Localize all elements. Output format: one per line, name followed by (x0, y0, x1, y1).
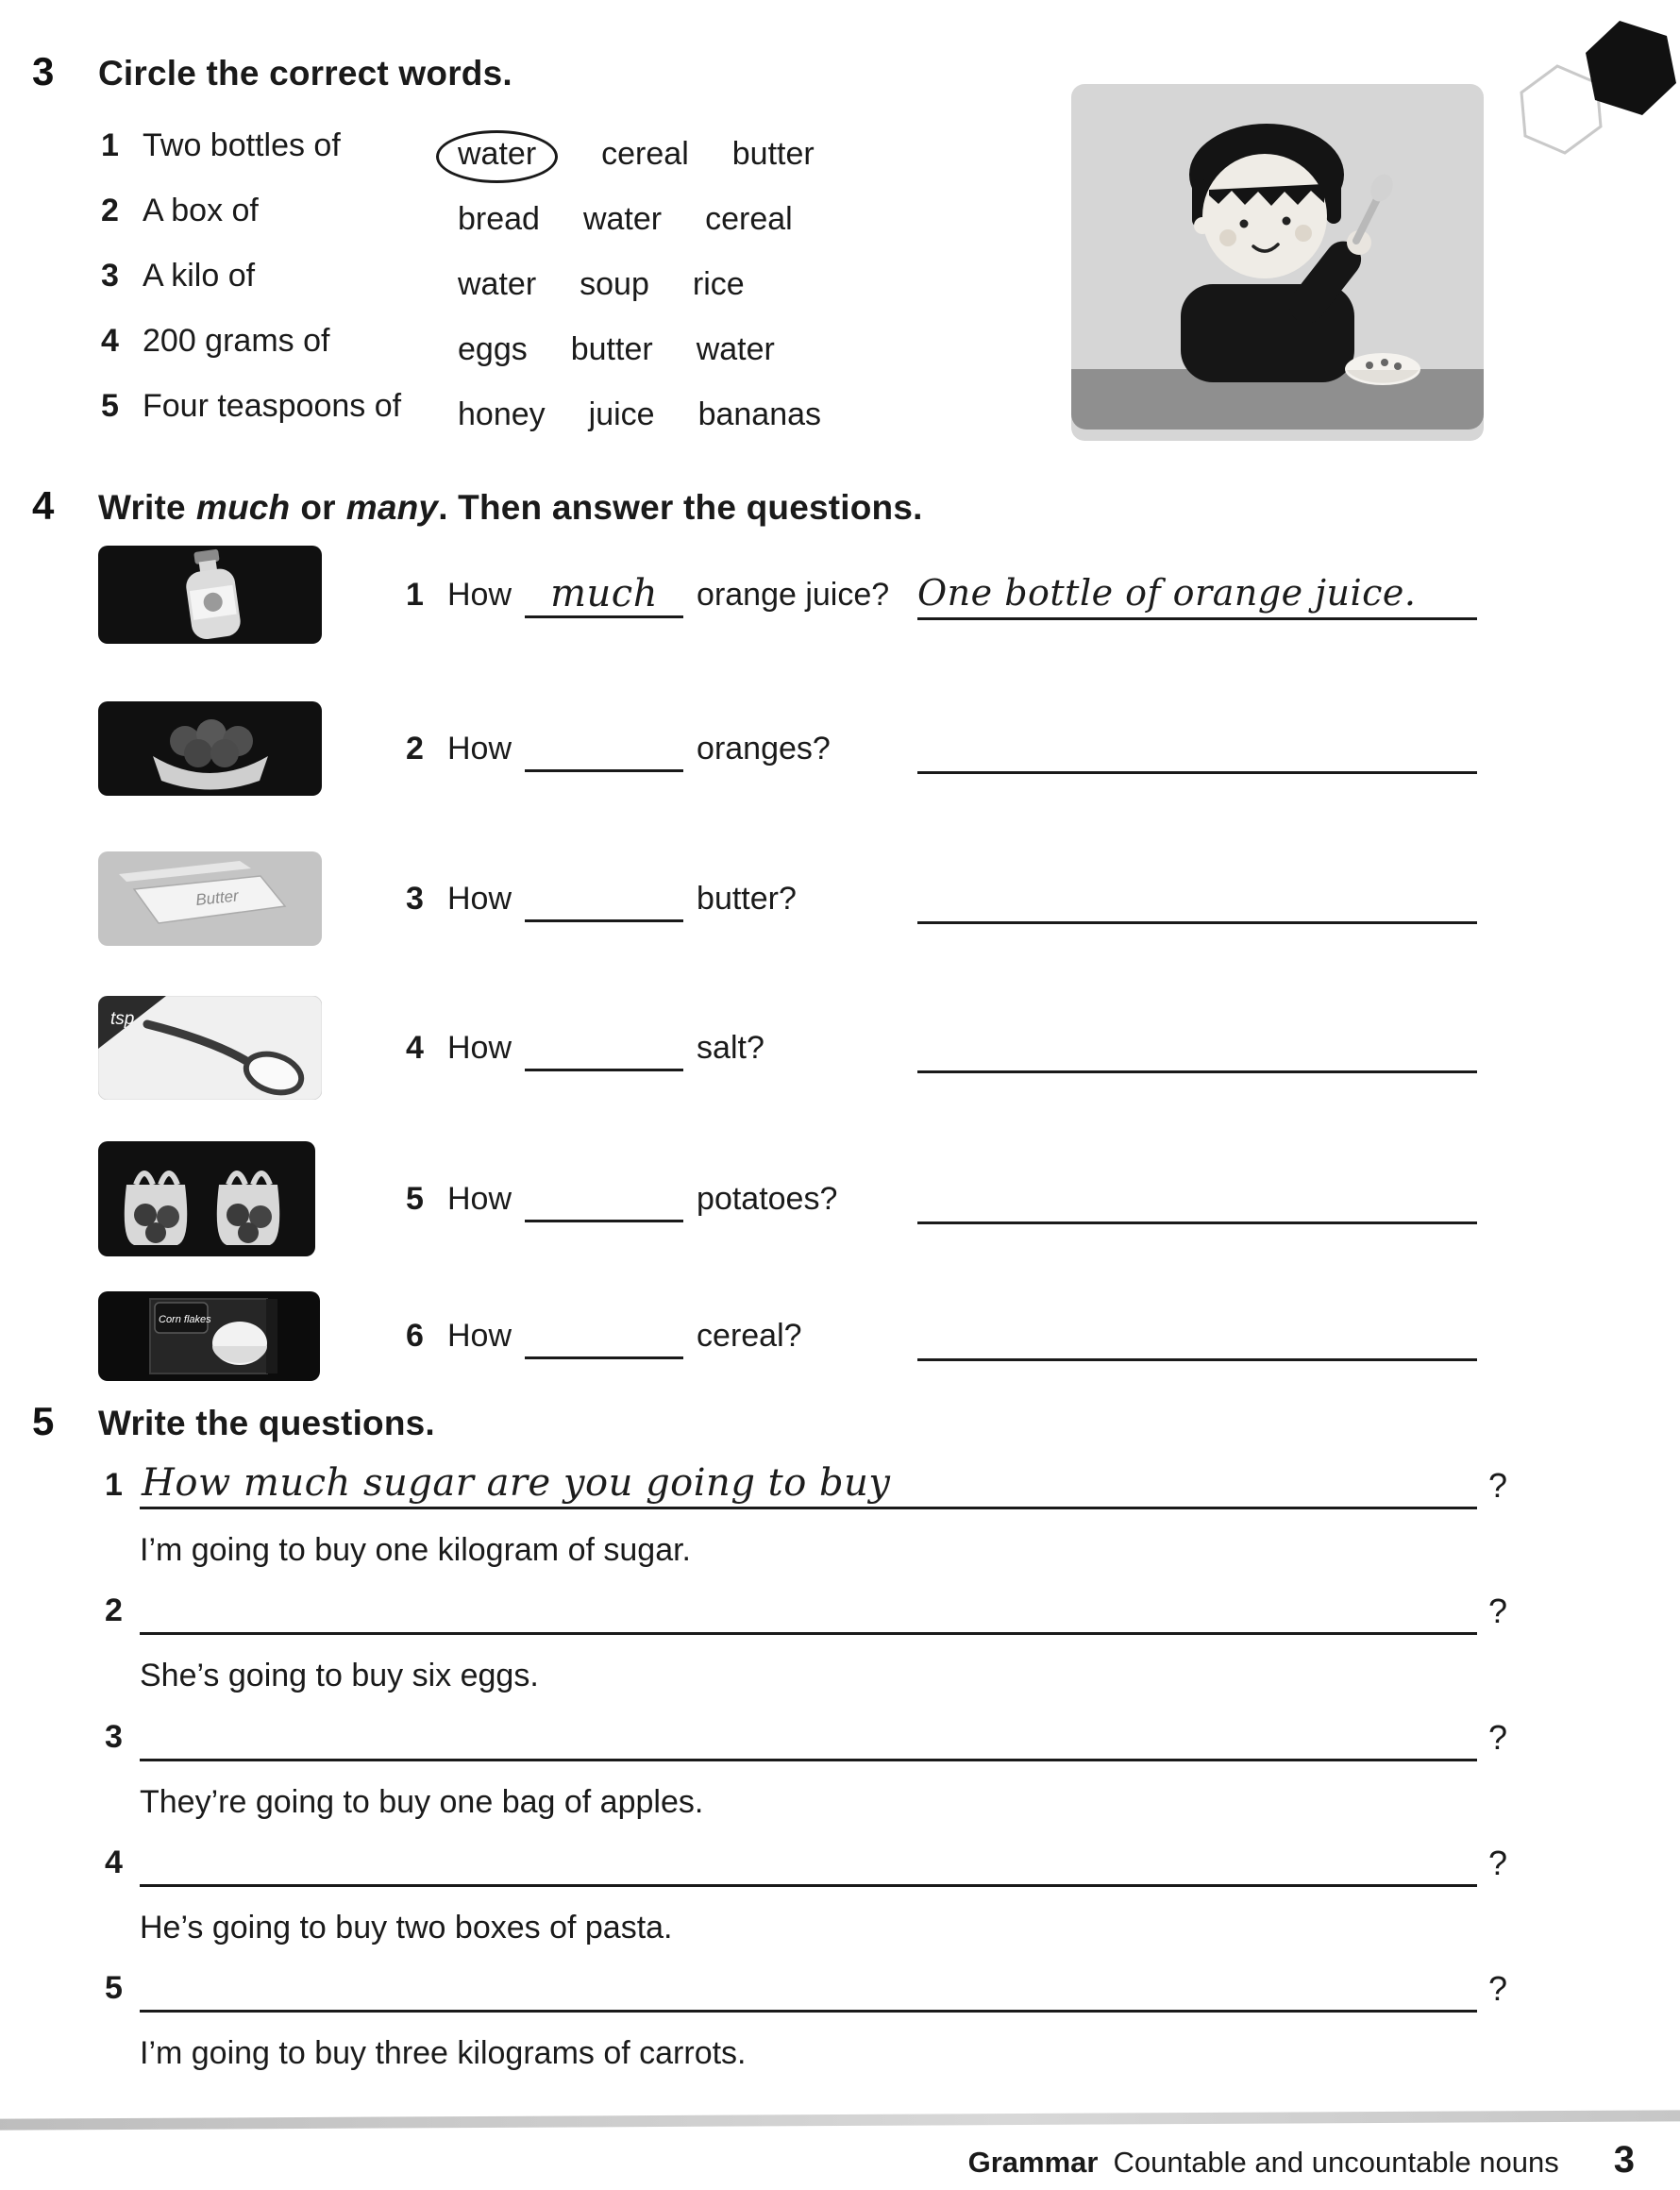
blank-much-many[interactable] (525, 875, 683, 922)
answer-statement: He’s going to buy two boxes of pasta. (140, 1910, 673, 1946)
question-mark: ? (1488, 1592, 1508, 1630)
exercise3-number: 3 (32, 49, 55, 93)
option-word[interactable]: rice (692, 266, 745, 302)
answer-statement: She’s going to buy six eggs. (140, 1658, 539, 1693)
footer-section-label: Grammar (967, 2146, 1099, 2179)
question-mark: ? (1488, 1718, 1508, 1757)
exercise5-item (0, 1962, 1680, 2072)
teaspoon-image (98, 996, 334, 1100)
item-number: 2 (406, 730, 424, 766)
butter-pack-image (98, 851, 334, 946)
exercise4-item (0, 533, 1680, 656)
blank-much-many[interactable] (525, 1024, 683, 1071)
item-number: 1 (406, 576, 424, 613)
question-noun: salt? (697, 1029, 764, 1066)
exercise4-item (0, 837, 1680, 960)
answer-line[interactable]: One bottle of orange juice. (917, 569, 1477, 620)
oranges-bowl-image (98, 701, 334, 796)
exercise3-item (0, 388, 821, 453)
item-prompt: 200 grams of (143, 323, 330, 359)
item-number: 2 (101, 193, 119, 228)
question-word: How (447, 576, 512, 613)
question-mark: ? (1488, 1969, 1508, 2008)
exercise5-item (0, 1710, 1680, 1821)
exercise3-item (0, 127, 821, 193)
item-number: 2 (105, 1592, 123, 1628)
blank-much-many[interactable] (525, 1175, 683, 1222)
blank-much-many[interactable] (525, 1312, 683, 1359)
question-mark: ? (1488, 1844, 1508, 1882)
page-edge-strip (0, 2110, 1680, 2130)
exercise3-header (0, 49, 512, 94)
question-write-line[interactable] (140, 1836, 1477, 1887)
question-noun: cereal? (697, 1317, 802, 1354)
question-word: How (447, 1317, 512, 1354)
option-word[interactable]: water (582, 201, 663, 237)
title-word-italic: much (195, 488, 291, 527)
option-word[interactable]: water (458, 266, 537, 302)
answer-line[interactable] (917, 1022, 1477, 1073)
item-number: 6 (406, 1317, 424, 1354)
question-noun: potatoes? (697, 1180, 838, 1217)
question-noun: orange juice? (697, 576, 890, 613)
item-prompt: Two bottles of (143, 127, 341, 163)
question-mark: ? (1488, 1466, 1508, 1505)
question-write-line[interactable] (140, 1710, 1477, 1761)
option-word[interactable]: bananas (697, 396, 822, 432)
page-number: 3 (1613, 2139, 1635, 2181)
item-prompt: A kilo of (143, 258, 256, 294)
juice-bottle-image (98, 546, 334, 644)
item-number: 3 (406, 880, 424, 917)
question-word: How (447, 730, 512, 766)
title-word: or (300, 488, 336, 527)
item-prompt: A box of (143, 193, 259, 228)
option-word-circled[interactable]: water (436, 130, 558, 183)
question-word: How (447, 1029, 512, 1066)
exercise4-item (0, 1279, 1680, 1392)
item-prompt: Four teaspoons of (143, 388, 402, 424)
exercise3-items (0, 127, 821, 453)
item-number: 4 (406, 1029, 424, 1066)
answer-statement: They’re going to buy one bag of apples. (140, 1784, 704, 1820)
question-write-line[interactable] (140, 1584, 1477, 1635)
page-footer (968, 2139, 1635, 2182)
exercise3-title: Circle the correct words. (98, 54, 512, 93)
item-number: 4 (105, 1845, 123, 1880)
question-write-line[interactable] (140, 1962, 1477, 2013)
item-number: 5 (101, 388, 119, 424)
potato-bags-image (98, 1141, 334, 1256)
option-word[interactable]: water (696, 331, 775, 367)
question-noun: oranges? (697, 730, 831, 766)
exercise4-item (0, 986, 1680, 1109)
exercise3-item (0, 323, 821, 388)
option-word[interactable]: juice (588, 396, 655, 432)
cereal-box-image (98, 1291, 334, 1381)
exercise5-header (0, 1399, 435, 1444)
answer-line[interactable] (917, 1173, 1477, 1224)
butter-label: Butter (194, 886, 240, 909)
corner-hexagon-decoration (1501, 9, 1680, 160)
item-number: 3 (101, 258, 119, 294)
option-word[interactable]: cereal (705, 201, 793, 237)
footer-topic: Countable and uncountable nouns (1113, 2146, 1559, 2179)
option-word[interactable]: butter (731, 136, 815, 172)
answer-statement: I’m going to buy one kilogram of sugar. (140, 1532, 691, 1568)
question-noun: butter? (697, 880, 797, 917)
boy-eating-illustration (1071, 84, 1484, 441)
answer-line[interactable] (917, 873, 1477, 924)
exercise4-number: 4 (32, 483, 55, 528)
option-word[interactable]: bread (458, 201, 540, 237)
item-number: 1 (101, 127, 119, 163)
item-number: 3 (105, 1719, 123, 1755)
exercise3-item (0, 258, 821, 323)
item-number: 5 (105, 1970, 123, 2006)
exercise4-title (98, 488, 923, 528)
option-word[interactable]: honey (458, 396, 546, 432)
exercise5-item (0, 1458, 1680, 1569)
question-word: How (447, 880, 512, 917)
blank-much-many[interactable]: much (525, 571, 683, 618)
title-word-italic: many (345, 488, 439, 527)
item-number: 1 (105, 1467, 123, 1503)
title-word: . Then answer the questions. (438, 488, 923, 527)
option-word[interactable]: soup (580, 266, 649, 302)
exercise4-item (0, 687, 1680, 810)
hexagon-outline-icon (1521, 66, 1601, 153)
title-word: Write (98, 488, 186, 527)
exercise5-title: Write the questions. (98, 1404, 435, 1442)
exercise4-header (0, 483, 923, 529)
question-write-line[interactable]: How much sugar are you going to buy (140, 1458, 1477, 1509)
exercise4-item (0, 1137, 1680, 1260)
item-number: 5 (406, 1180, 424, 1217)
option-word[interactable]: eggs (458, 331, 528, 367)
answer-line[interactable] (917, 1310, 1477, 1361)
exercise5-item (0, 1584, 1680, 1694)
exercise5-number: 5 (32, 1399, 55, 1443)
question-word: How (447, 1180, 512, 1217)
item-number: 4 (101, 323, 119, 359)
answer-statement: I’m going to buy three kilograms of carrots. (140, 2035, 747, 2071)
answer-line[interactable] (917, 723, 1477, 774)
tsp-label: tsp (110, 1009, 135, 1029)
hexagon-icon (1586, 21, 1676, 115)
cereal-label: Corn flakes (159, 1313, 211, 1325)
blank-much-many[interactable] (525, 725, 683, 772)
option-word[interactable]: cereal (601, 136, 689, 172)
exercise3-item (0, 193, 821, 258)
option-word[interactable]: butter (570, 331, 653, 367)
exercise5-item (0, 1836, 1680, 1946)
